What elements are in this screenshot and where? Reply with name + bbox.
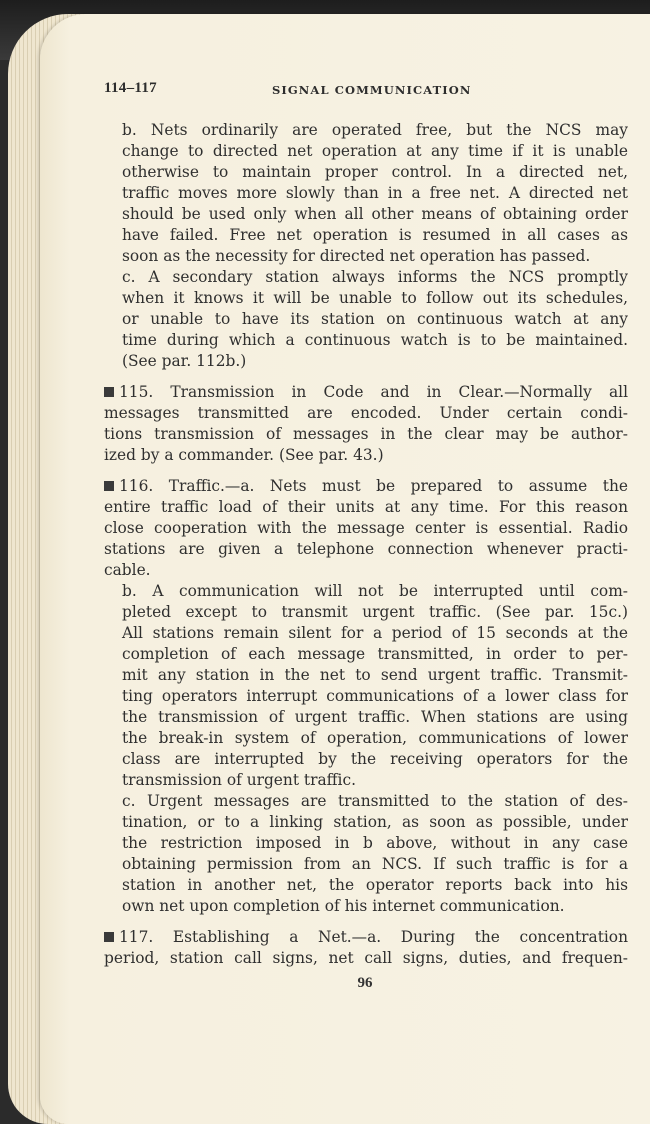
paragraph-116b bbox=[104, 581, 628, 791]
paragraph-115 bbox=[104, 382, 628, 466]
text-line: station in another net, the operator reports back into his bbox=[122, 876, 628, 894]
text-line: change to directed net operation at any time if it is unable bbox=[122, 142, 628, 160]
text-line: tination, or to a linking station, as soon as possible, under bbox=[122, 813, 628, 831]
text-line: pleted except to transmit urgent traffic. (See par. 15c.) bbox=[122, 603, 628, 621]
text-line: the break-in system of operation, communications of lower bbox=[122, 729, 628, 747]
text-line: transmission of urgent traffic. bbox=[122, 771, 356, 789]
text-line: entire traffic load of their units at any time. For this reason bbox=[104, 498, 628, 516]
page-header bbox=[104, 80, 629, 102]
text-line: completion of each message transmitted, in order to per- bbox=[122, 645, 628, 663]
section-heading-line: 117. Establishing a Net.—a. During the concentration bbox=[119, 928, 628, 946]
text-line: obtaining permission from an NCS. If such traffic is for a bbox=[122, 855, 628, 873]
text-line: b. Nets ordinarily are operated free, but the NCS may bbox=[122, 121, 628, 139]
text-line: close cooperation with the message center is essential. Radio bbox=[104, 519, 628, 537]
section-marker-icon bbox=[104, 481, 114, 491]
page-number: 96 bbox=[357, 975, 373, 991]
text-line: should be used only when all other means of obtaining order bbox=[122, 205, 628, 223]
text-line: the restriction imposed in b above, without in any case bbox=[122, 834, 628, 852]
text-line bbox=[104, 927, 628, 948]
text-line: class are interrupted by the receiving operators for the bbox=[122, 750, 628, 768]
text-line: soon as the necessity for directed net operation has passed. bbox=[122, 247, 591, 265]
text-line: ting operators interrupt communications of a lower class for bbox=[122, 687, 628, 705]
paragraph-114b bbox=[104, 120, 628, 267]
text-line: ized by a commander. (See par. 43.) bbox=[104, 446, 384, 464]
text-line: messages transmitted are encoded. Under certain condi- bbox=[104, 404, 628, 422]
text-line: when it knows it will be unable to follow out its schedules, bbox=[122, 289, 628, 307]
paragraph-116a bbox=[104, 476, 628, 581]
running-head: SIGNAL COMMUNICATION bbox=[272, 83, 472, 97]
text-line bbox=[104, 382, 628, 403]
text-line: traffic moves more slowly than in a free net. A directed net bbox=[122, 184, 628, 202]
section-marker-icon bbox=[104, 387, 114, 397]
text-line: tions transmission of messages in the clear may be author- bbox=[104, 425, 628, 443]
paragraph-range: 114–117 bbox=[104, 80, 157, 96]
text-line: (See par. 112b.) bbox=[122, 352, 247, 370]
section-marker-icon bbox=[104, 932, 114, 942]
text-line bbox=[104, 476, 628, 497]
paragraph-114c bbox=[104, 267, 628, 372]
text-line: All stations remain silent for a period of 15 seconds at the bbox=[122, 624, 628, 642]
text-line: otherwise to maintain proper control. In a directed net, bbox=[122, 163, 628, 181]
text-line: the transmission of urgent traffic. When stations are using bbox=[122, 708, 628, 726]
text-line: stations are given a telephone connection whenever practi- bbox=[104, 540, 628, 558]
text-line: b. A communication will not be interrupted until com- bbox=[122, 582, 628, 600]
text-line: or unable to have its station on continuous watch at any bbox=[122, 310, 628, 328]
text-line: period, station call signs, net call signs, duties, and frequen- bbox=[104, 949, 628, 967]
paragraph-117 bbox=[104, 927, 628, 969]
text-line: cable. bbox=[104, 561, 151, 579]
body-text bbox=[104, 120, 628, 969]
text-line: time during which a continuous watch is to be maintained. bbox=[122, 331, 628, 349]
text-line: c. A secondary station always informs the NCS promptly bbox=[122, 268, 628, 286]
paragraph-116c bbox=[104, 791, 628, 917]
text-line: mit any station in the net to send urgent traffic. Transmit- bbox=[122, 666, 628, 684]
text-line: c. Urgent messages are transmitted to the station of des- bbox=[122, 792, 628, 810]
section-heading-line: 115. Transmission in Code and in Clear.—Normally all bbox=[119, 383, 628, 401]
text-line: have failed. Free net operation is resumed in all cases as bbox=[122, 226, 628, 244]
section-heading-line: 116. Traffic.—a. Nets must be prepared to assume the bbox=[119, 477, 628, 495]
text-line: own net upon completion of his internet communication. bbox=[122, 897, 565, 915]
